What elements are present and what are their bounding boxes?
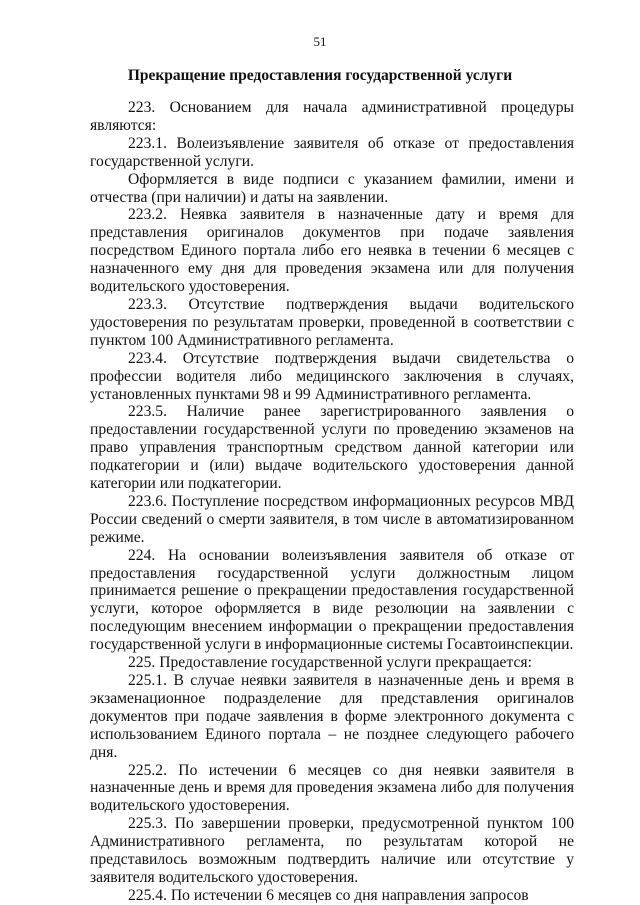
section-title: Прекращение предоставления государственной услуги	[127, 67, 513, 84]
paragraph-225: 225. Предоставление государственной услуги прекращается:	[128, 654, 532, 672]
paragraph-223-1: 223.1. Волеизъявление заявителя об отказе от предоставления государственной услуги.	[90, 134, 574, 170]
paragraph-225-4: 225.4. По истечении 6 месяцев со дня направления запросов	[128, 886, 529, 904]
paragraph-223-6: 223.6. Поступление посредством информационных ресурсов МВД России сведений о смерти заявителя, в том числе в автоматизированном режиме.	[90, 492, 574, 546]
paragraph-225-1: 225.1. В случае неявки заявителя в назначенные день и время в экзаменационное подразделение для представления оригиналов документов при подаче заявления в форме электронного документа с использованием Единого портала – не позднее следующего рабочего дня.	[90, 672, 574, 761]
paragraph-223-3: 223.3. Отсутствие подтверждения выдачи водительского удостоверения по результатам проверки, проведенной в соответствии с пунктом 100 Административного регламента.	[90, 295, 574, 349]
paragraph-224: 224. На основании волеизъявления заявителя об отказе от предоставления государственной услуги должностным лицом принимается решение о прекращении предоставления государственной услуги, которое оформляется в виде резолюции на заявлении с последующим внесением информации о прекращении предоставления государственной услуги в информационные системы Госавтоинспекции.	[90, 546, 574, 654]
paragraph-223-1-note: Оформляется в виде подписи с указанием фамилии, имени и отчества (при наличии) и даты на заявлении.	[90, 170, 574, 206]
paragraph-223-2: 223.2. Неявка заявителя в назначенные дату и время для представления оригиналов документов при подаче заявления посредством Единого портала либо его неявка в течении 6 месяцев с назначенного ему дня для проведения экзамена или для получения водительского удостоверения.	[90, 206, 574, 296]
paragraph-223-4: 223.4. Отсутствие подтверждения выдачи свидетельства о профессии водителя либо медицинского заключения в случаях, установленных пунктами 98 и 99 Административного регламента.	[90, 349, 574, 403]
paragraph-223-5: 223.5. Наличие ранее зарегистрированного заявления о предоставлении государственной услуги по проведению экзаменов на право управления транспортным средством данной категории или подкатегории и (или) выдаче водительского удостоверения данной категории или подкатегории.	[90, 403, 574, 493]
paragraph-225-3: 225.3. По завершении проверки, предусмотренной пунктом 100 Административного регламента, по результатам которой не представилось возможным подтвердить наличие или отсутствие у заявителя водительского удостоверения.	[90, 815, 574, 886]
paragraph-225-2: 225.2. По истечении 6 месяцев со дня неявки заявителя в назначенные день и время для проведения экзамена либо для получения водительского удостоверения.	[90, 761, 574, 815]
page-number: 51	[313, 34, 327, 49]
document-body	[90, 99, 574, 905]
paragraph-223: 223. Основанием для начала административной процедуры являются:	[90, 99, 574, 134]
